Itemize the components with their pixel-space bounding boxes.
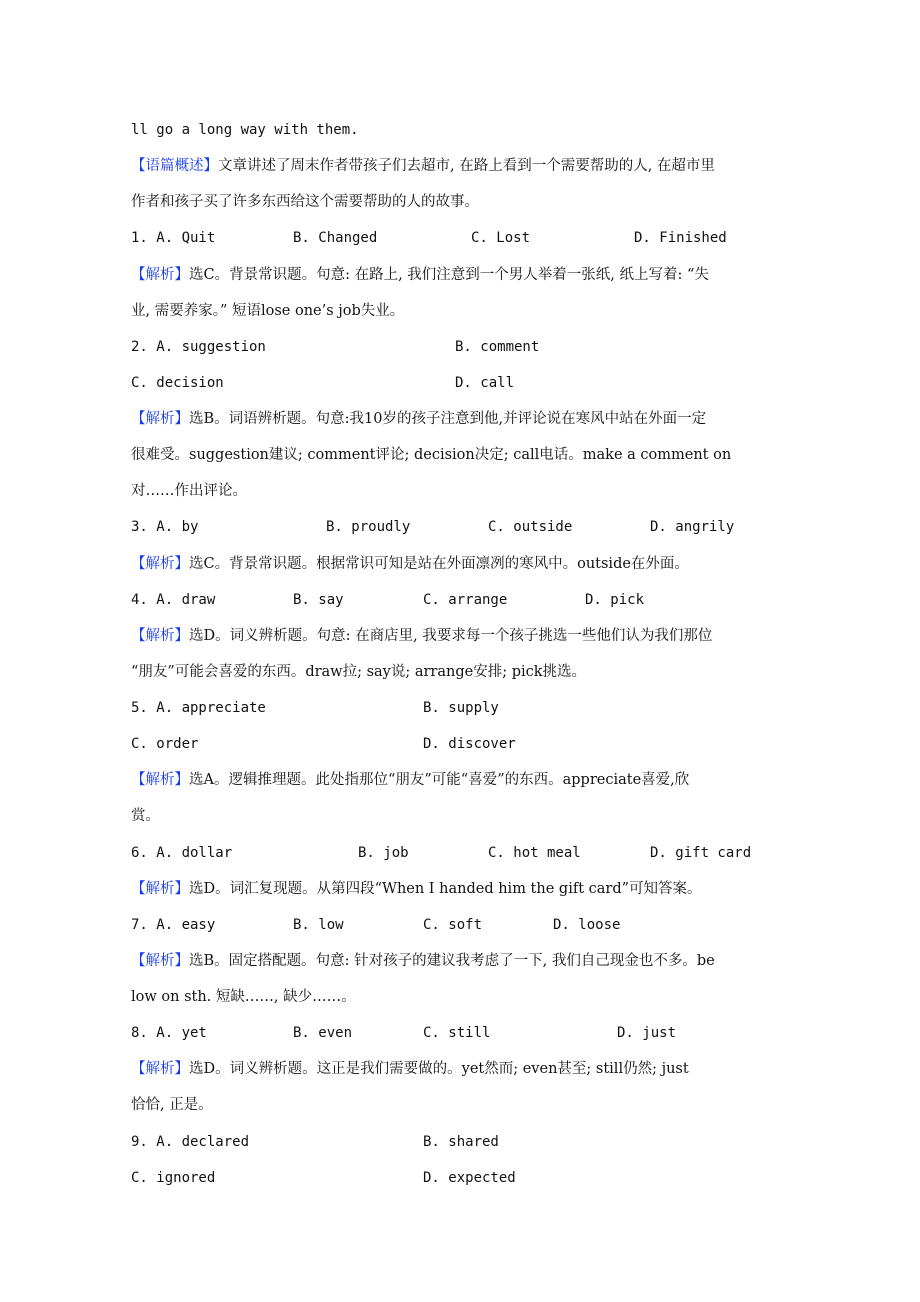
analysis-text: 选D。词义辨析题。句意: 在商店里, 我要求每一个孩子挑选一些他们认为我们那位 (189, 627, 713, 644)
option-d: D. expected (423, 1169, 516, 1186)
option-c: C. decision (131, 374, 224, 391)
option-d: D. gift card (650, 844, 752, 861)
option-b: B. supply (423, 700, 499, 716)
analysis-tag: 【解析】 (131, 266, 189, 283)
analysis-2-line-3: 对……作出评论。 (131, 483, 247, 500)
option-c: C. ignored (131, 1169, 216, 1186)
question-6-options (131, 835, 811, 871)
option-b: B. even (293, 1025, 353, 1042)
option-c: C. order (131, 736, 199, 753)
option-a: 8. A. yet (131, 1025, 207, 1042)
analysis-6-line-1 (131, 871, 811, 907)
summary-text: 文章讲述了周末作者带孩子们去超市, 在路上看到一个需要帮助的人, 在超市里 (218, 158, 715, 175)
option-c: C. hot meal (488, 844, 581, 861)
question-9-options-cd (131, 1160, 811, 1196)
analysis-tag: 【解析】 (131, 772, 189, 789)
analysis-tag: 【解析】 (131, 411, 189, 427)
analysis-2-line-2: 很难受。suggestion建议; comment评论; decision决定; call电话。make a comment on (131, 447, 732, 464)
analysis-7-line-1 (131, 943, 811, 979)
analysis-tag: 【解析】 (131, 627, 189, 644)
analysis-5-line-1 (131, 762, 811, 798)
option-b: B. low (293, 916, 344, 933)
question-5-options-ab (131, 690, 811, 726)
analysis-2-line-1 (131, 401, 811, 437)
analysis-tag: 【解析】 (131, 952, 189, 969)
option-a: 1. A. Quit (131, 230, 216, 247)
option-d: D. pick (585, 591, 645, 608)
question-7-options (131, 907, 811, 943)
option-b: B. shared (423, 1133, 499, 1150)
option-b: B. Changed (293, 230, 378, 247)
option-c: C. still (423, 1025, 491, 1042)
option-a: 2. A. suggestion (131, 338, 266, 355)
question-5-options-cd (131, 726, 811, 762)
option-c: C. Lost (471, 230, 531, 247)
summary-line-1 (131, 148, 811, 184)
analysis-text: 选B。词语辨析题。句意:我10岁的孩子注意到他,并评论说在寒风中站在外面一定 (189, 411, 707, 427)
analysis-4-line-2: “朋友”可能会喜爱的东西。draw拉; say说; arrange安排; pick挑选。 (131, 663, 587, 680)
option-b: B. job (358, 844, 409, 861)
option-a: 5. A. appreciate (131, 700, 266, 716)
question-8-options (131, 1015, 811, 1051)
option-d: D. just (617, 1025, 677, 1042)
analysis-8-line-2: 恰恰, 正是。 (131, 1097, 213, 1114)
question-4-options (131, 582, 811, 618)
analysis-7-line-2: low on sth. 短缺……, 缺少……。 (131, 989, 356, 1005)
option-a: 4. A. draw (131, 591, 216, 608)
option-c: C. soft (423, 916, 483, 933)
analysis-tag: 【解析】 (131, 555, 189, 572)
option-c: C. outside (488, 519, 573, 536)
analysis-4-line-1 (131, 618, 811, 654)
option-c: C. arrange (423, 591, 508, 608)
question-2-options-ab (131, 329, 811, 365)
analysis-1-line-1 (131, 257, 811, 293)
option-a: 9. A. declared (131, 1133, 250, 1150)
option-a: 7. A. easy (131, 916, 216, 933)
option-a: 6. A. dollar (131, 844, 233, 861)
option-d: D. call (455, 374, 515, 391)
analysis-8-line-1 (131, 1051, 811, 1087)
question-9-options-ab (131, 1124, 811, 1160)
analysis-text: 选D。词汇复现题。从第四段“When I handed him the gift card”可知答案。 (189, 880, 702, 897)
analysis-text: 选C。背景常识题。句意: 在路上, 我们注意到一个男人举着一张纸, 纸上写着: “失 (189, 266, 709, 283)
summary-tag: 【语篇概述】 (131, 158, 218, 175)
analysis-tag: 【解析】 (131, 1061, 189, 1078)
option-d: D. angrily (650, 519, 735, 536)
option-b: B. say (293, 591, 344, 608)
option-a: 3. A. by (131, 519, 199, 536)
document-page (131, 112, 811, 1196)
question-1-options (131, 220, 811, 256)
analysis-1-line-2: 业, 需要养家。” 短语lose one’s job失业。 (131, 302, 405, 319)
analysis-tag: 【解析】 (131, 880, 189, 897)
option-b: B. comment (455, 338, 540, 355)
analysis-text: 选A。逻辑推理题。此处指那位“朋友”可能“喜爱”的东西。appreciate喜爱,欣 (189, 772, 690, 789)
summary-line-2: 作者和孩子买了许多东西给这个需要帮助的人的故事。 (131, 194, 479, 211)
option-d: D. Finished (634, 230, 727, 247)
question-3-options (131, 509, 811, 545)
question-2-options-cd (131, 365, 811, 401)
option-d: D. loose (553, 916, 621, 933)
option-d: D. discover (423, 736, 516, 753)
analysis-text: 选D。词义辨析题。这正是我们需要做的。yet然而; even甚至; still仍然; just (189, 1061, 689, 1078)
analysis-3-line-1 (131, 546, 811, 582)
analysis-text: 选B。固定搭配题。句意: 针对孩子的建议我考虑了一下, 我们自己现金也不多。be (189, 952, 715, 969)
option-b: B. proudly (326, 519, 411, 536)
analysis-5-line-2: 赏。 (131, 808, 160, 825)
analysis-text: 选C。背景常识题。根据常识可知是站在外面凛冽的寒风中。outside在外面。 (189, 555, 689, 572)
intro-line: ll go a long way with them. (131, 122, 359, 138)
